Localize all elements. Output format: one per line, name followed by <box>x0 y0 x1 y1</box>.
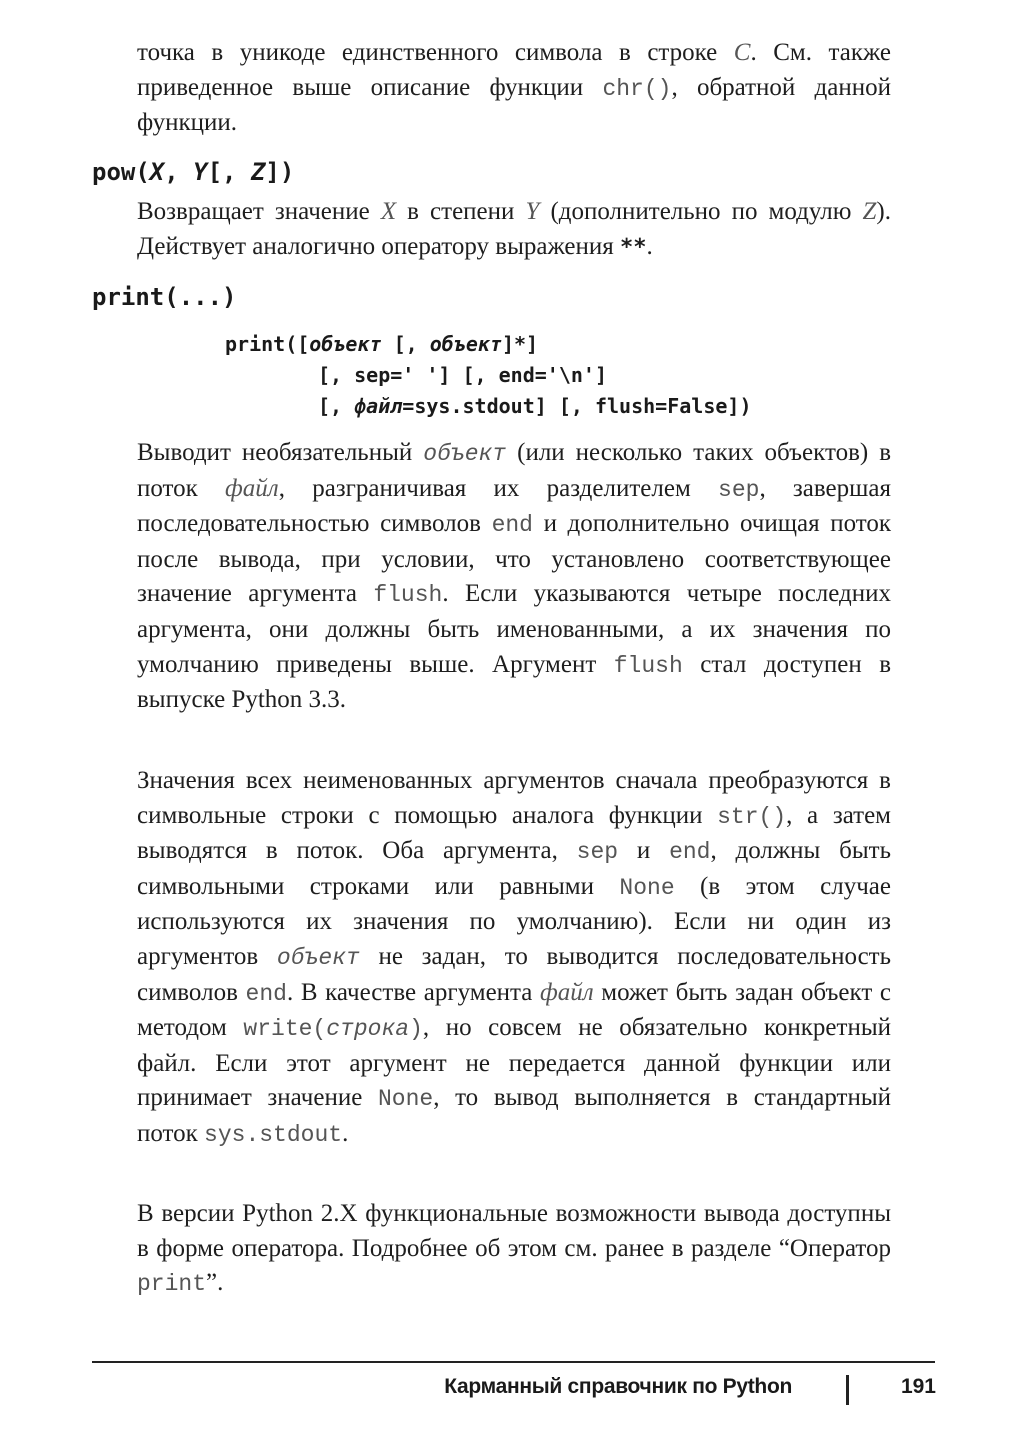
param-file: файл <box>225 474 279 502</box>
param-x: X <box>380 198 397 225</box>
param-y: Y <box>525 198 540 225</box>
text-run: , разграничивая их разделителем <box>278 474 719 502</box>
code-chr: chr() <box>602 75 672 102</box>
print-signature-line-3 <box>318 391 752 422</box>
code-run: =sys.stdout] [, flush=False]) <box>402 394 752 418</box>
print-signature-line-2: [, sep=' '] [, end='\n'] <box>318 363 607 387</box>
text-run: в степени <box>396 198 526 225</box>
text-run: Значения всех неименованных аргументов сначала преобразуются в символьные строки с помощью аналога функции <box>137 767 891 829</box>
code-sep: sep <box>718 476 760 503</box>
param-file: файл <box>540 978 594 1006</box>
footer-separator <box>846 1375 849 1405</box>
param-object: объект <box>276 944 360 971</box>
param-z: Z <box>862 198 877 225</box>
text-run: , но совсем не обязательно конкретный файл. Если этот аргумент не передается данной функции или принимает значение <box>137 1014 892 1112</box>
text-run: точка в уникоде единственного символа в строке <box>137 39 734 66</box>
text-run: , завершая последовательностью символов <box>137 474 892 538</box>
text-run: Возвращает значение <box>137 198 381 225</box>
page-number: 191 <box>900 1375 936 1398</box>
code-flush: flush <box>373 582 443 609</box>
code-end: end <box>491 512 533 539</box>
print-signature-line-1 <box>225 329 538 360</box>
text-run: Выводит необязательный <box>137 439 424 466</box>
text-run: . Если указываются четыре последних аргумента, они должны быть именованными, а их значения по умолчанию приведены выше. Аргумент <box>137 580 892 678</box>
pow-opt: [, <box>207 158 251 186</box>
text-run: и дополнительно очищая поток после вывода, при условии, что установлено соответствующее значение аргумента <box>137 510 891 608</box>
print-paragraph-2 <box>137 764 891 1153</box>
pow-sep: , <box>164 158 194 186</box>
code-flush: flush <box>613 652 683 679</box>
param-c: C <box>733 39 751 66</box>
param-object: объект <box>309 332 382 356</box>
text-run: не задан, то выводится последовательность символов <box>137 942 891 1006</box>
pow-description <box>137 195 891 265</box>
code-run: print([ <box>225 332 310 356</box>
code-end: end <box>669 839 711 866</box>
power-operator: ** <box>620 234 647 260</box>
text-run: ”. <box>206 1269 224 1297</box>
pow-param-z: Z <box>250 158 266 186</box>
code-none: None <box>619 874 675 901</box>
param-object: объект <box>423 441 507 467</box>
text-run: (в этом случае используются их значения по умолчанию). Если ни один из аргументов <box>137 872 892 970</box>
text-run: , обратной данной функции. <box>137 73 891 137</box>
pow-close: ]) <box>265 158 295 186</box>
text-run: . В качестве аргумента <box>286 978 541 1006</box>
intro-paragraph <box>137 36 891 141</box>
code-run: [, <box>381 332 430 356</box>
text-run: ). Действует аналогично оператору выражения <box>137 198 891 260</box>
text-run: , должны быть символьными строками или равными <box>137 837 891 900</box>
code-none: None <box>377 1086 434 1113</box>
text-run: . <box>646 232 653 260</box>
text-run: . См. также приведенное выше описание функции <box>137 39 892 101</box>
code-write-close: ) <box>409 1016 423 1043</box>
print-paragraph-1 <box>137 436 891 718</box>
footer-rule <box>92 1361 935 1363</box>
code-print: print <box>137 1271 207 1298</box>
running-footer-title: Карманный справочник по Python <box>444 1375 792 1398</box>
code-sep: sep <box>576 839 619 866</box>
text-run: , а затем выводятся в поток. Оба аргумента, <box>137 801 891 865</box>
code-end: end <box>245 980 287 1007</box>
param-file: файл <box>354 394 403 418</box>
param-string: строка <box>326 1016 410 1043</box>
text-run: . <box>342 1119 349 1147</box>
code-write: write( <box>243 1016 327 1043</box>
code-str: str() <box>717 803 787 830</box>
pow-param-y: Y <box>193 158 208 186</box>
code-stdout: sys.stdout <box>204 1121 343 1148</box>
print-paragraph-3 <box>137 1197 891 1302</box>
text-run: может быть задан объект с методом <box>137 978 891 1042</box>
pow-param-x: X <box>149 158 165 186</box>
text-run: , то вывод выполняется в стандартный поток <box>137 1084 892 1147</box>
text-run: (дополнительно по модулю <box>539 198 863 225</box>
code-run: [, <box>318 394 355 418</box>
code-run: ]*] <box>501 332 539 356</box>
text-run: и <box>618 837 670 865</box>
text-run: (или несколько таких объектов) в поток <box>137 439 892 502</box>
pow-heading <box>92 158 294 186</box>
print-heading: print(...) <box>92 283 237 311</box>
param-object: объект <box>429 332 502 356</box>
text-run: стал доступен в выпуске Python 3.3. <box>137 650 892 714</box>
text-run: В версии Python 2.X функциональные возможности вывода доступны в форме оператора. Подробнее об этом см. ранее в разделе “Оператор <box>137 1200 891 1262</box>
pow-name: pow( <box>92 158 150 186</box>
